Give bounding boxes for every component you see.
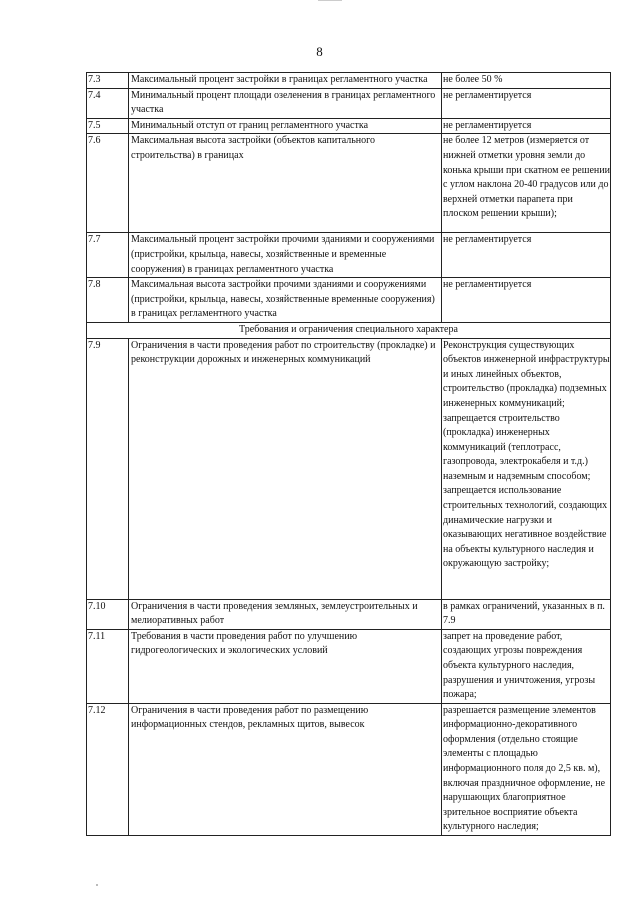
row-value: запрет на проведение работ, создающих угрозы повреждения объекта культурного наследия, разрушения и уничтожения, угрозы пожара;	[442, 629, 611, 703]
table-row	[87, 134, 611, 233]
section-heading-row	[87, 322, 611, 338]
row-name: Максимальный процент застройки прочими зданиями и сооружениями (пристройки, крыльца, навесы, хозяйственные и временные сооружения) в границах регламентного участка	[129, 233, 442, 278]
scan-artifact	[318, 0, 342, 1]
row-value: не регламентируется	[442, 118, 611, 134]
row-number: 7.7	[87, 233, 129, 278]
row-name: Минимальный процент площади озеленения в границах регламентного участка	[129, 88, 442, 118]
table-row	[87, 599, 611, 629]
row-value: не более 12 метров (измеряется от нижней отметки уровня земли до конька крыши при скатном ее решении с углом наклона 20-40 градусов или до верхней отметки парапета при плоском решении крыши);	[442, 134, 611, 233]
table-row	[87, 629, 611, 703]
row-number: 7.11	[87, 629, 129, 703]
row-number: 7.9	[87, 338, 129, 599]
row-number: 7.12	[87, 703, 129, 835]
row-value: не регламентируется	[442, 88, 611, 118]
row-name: Ограничения в части проведения работ по размещению информационных стендов, рекламных щитов, вывесок	[129, 703, 442, 835]
row-value: не более 50 %	[442, 73, 611, 89]
row-number: 7.5	[87, 118, 129, 134]
row-name: Максимальная высота застройки (объектов капитального строительства) в границах	[129, 134, 442, 233]
regulations-table	[86, 72, 611, 836]
row-name: Максимальная высота застройки прочими зданиями и сооружениями (пристройки, крыльца, навесы, хозяйственные временные сооружения) в границах регламентного участка	[129, 278, 442, 323]
table-row	[87, 118, 611, 134]
row-value: не регламентируется	[442, 233, 611, 278]
row-name: Ограничения в части проведения работ по строительству (прокладке) и реконструкции дорожных и инженерных коммуникаций	[129, 338, 442, 599]
table-row	[87, 233, 611, 278]
row-value: не регламентируется	[442, 278, 611, 323]
table-row	[87, 703, 611, 835]
row-number: 7.6	[87, 134, 129, 233]
row-name: Требования в части проведения работ по улучшению гидрогеологических и экологических условий	[129, 629, 442, 703]
table-row	[87, 73, 611, 89]
row-number: 7.8	[87, 278, 129, 323]
row-value: в рамках ограничений, указанных в п. 7.9	[442, 599, 611, 629]
table-row	[87, 338, 611, 599]
scan-artifact	[96, 884, 98, 886]
section-heading: Требования и ограничения специального характера	[87, 322, 611, 338]
row-value: разрешается размещение элементов информационно-декоративного оформления (отдельно стоящие элементы с площадью информационного поля до 2,5 кв. м), включая праздничное оформление, не нарушающих благоприятное зрительное восприятие объекта культурного наследия;	[442, 703, 611, 835]
row-name: Ограничения в части проведения земляных, землеустроительных и мелиоративных работ	[129, 599, 442, 629]
row-name: Минимальный отступ от границ регламентного участка	[129, 118, 442, 134]
row-value: Реконструкция существующих объектов инженерной инфраструктуры и иных линейных объектов, строительство (прокладка) подземных инженерных коммуникаций; запрещается строительство (прокладка) инженерных коммуникаций (теплотрасс, газопровода, электрокабеля и т.д.) наземным и надземным способом; запрещается использование строительных технологий, создающих динамические нагрузки и оказывающих негативное воздействие на объекты культурного наследия и окружающую застройку;	[442, 338, 611, 599]
page-number: 8	[316, 44, 323, 59]
table-row	[87, 88, 611, 118]
row-number: 7.10	[87, 599, 129, 629]
row-number: 7.4	[87, 88, 129, 118]
row-number: 7.3	[87, 73, 129, 89]
row-name: Максимальный процент застройки в границах регламентного участка	[129, 73, 442, 89]
table-row	[87, 278, 611, 323]
